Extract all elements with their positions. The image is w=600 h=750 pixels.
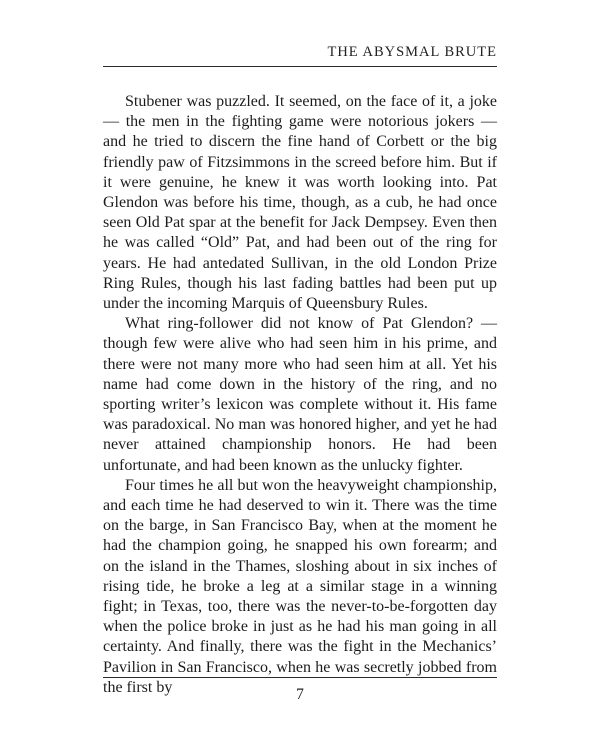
header-rule — [103, 66, 497, 67]
page-number: 7 — [296, 686, 304, 703]
paragraph: What ring-follower did not know of Pat Glendon? — though few were alive who had seen him in his prime, and there were not many more who had seen him at all. Yet his name had come down in the history of the ring, and no sporting writer’s lexicon was complete without it. His fame was paradoxical. No man was honored higher, and yet he had never attained championship honors. He had been unfortunate, and had been known as the unlucky fighter. — [103, 315, 497, 474]
body-text — [103, 92, 497, 698]
running-header: THE ABYSMAL BRUTE — [327, 44, 497, 60]
footer-rule — [103, 677, 497, 678]
paragraph: Stubener was puzzled. It seemed, on the face of it, a joke — the men in the fighting game were notorious jokers — and he tried to discern the fine hand of Corbett or the big friendly paw of Fitzsimmons in the screed before him. But if it were genuine, he knew it was worth looking into. Pat Glendon was before his time, though, as a cub, he had once seen Old Pat spar at the benefit for Jack Dempsey. Even then he was called “Old” Pat, and had been out of the ring for years. He had antedated Sullivan, in the old London Prize Ring Rules, though his last fading battles had been put up under the incoming Marquis of Queensbury Rules. — [103, 93, 497, 313]
paragraph: Four times he all but won the heavyweight championship, and each time he had deserved to win it. There was the time on the barge, in San Francisco Bay, when at the moment he had the champion going, he snapped his own forearm; and on the island in the Thames, sloshing about in six inches of rising tide, he broke a leg at a similar stage in a winning fight; in Texas, too, there was the never-to-be-forgotten day when the police broke in just as he had his man going in all certainty. And finally, there was the fight in the Mechanics’ Pavilion in San Francisco, when he was secretly jobbed from the first by — [103, 476, 497, 696]
